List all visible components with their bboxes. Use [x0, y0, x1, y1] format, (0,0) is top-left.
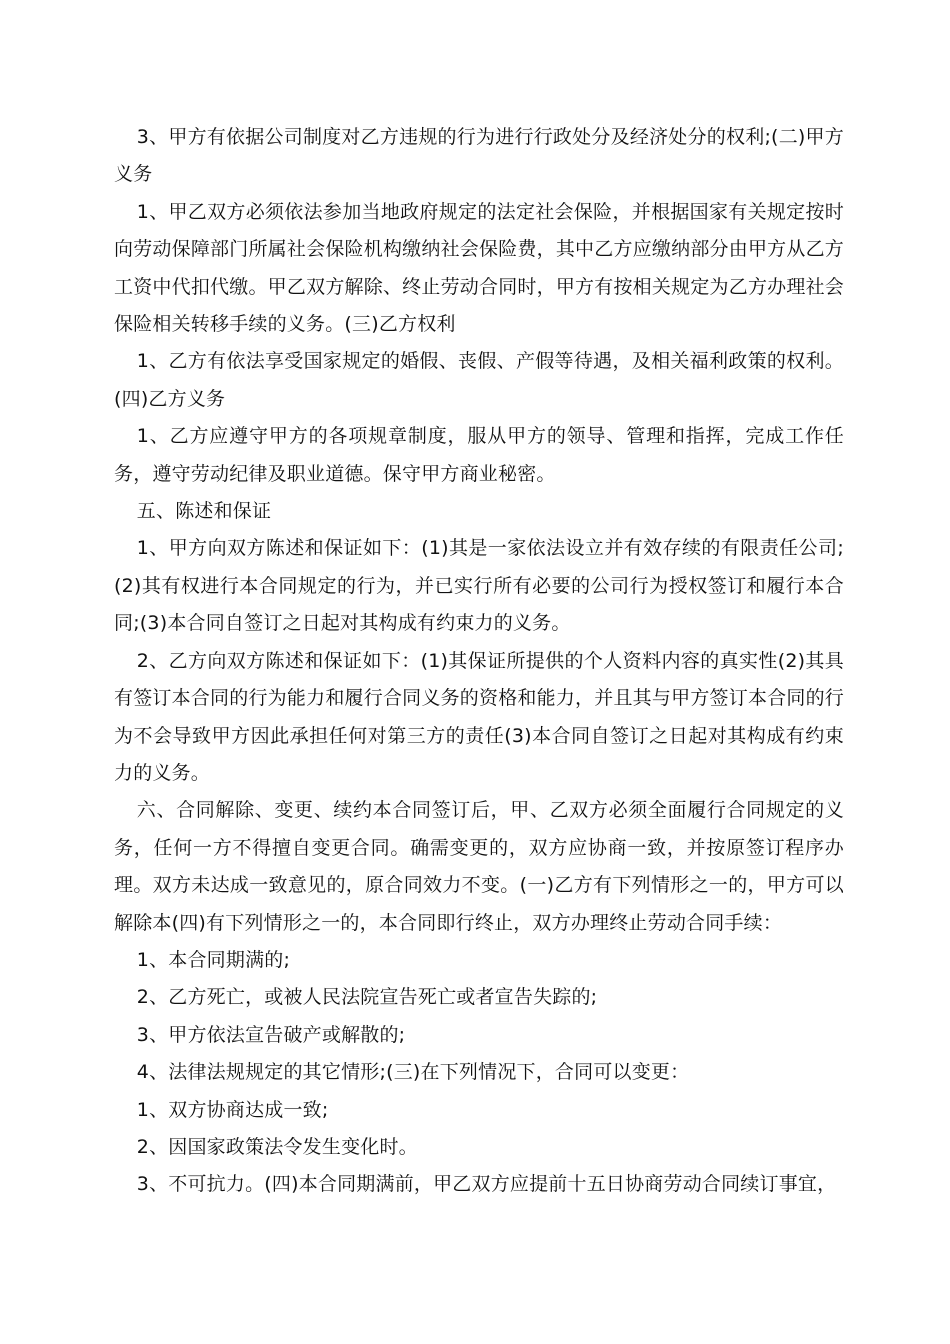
list-item-1: 1、本合同期满的;: [136, 948, 291, 971]
paragraph-2: 1、甲乙双方必须依法参加当地政府规定的法定社会保险，并根据国家有关规定按时向劳动保障部门所属社会保险机构缴纳社会保险费，其中乙方应缴纳部分由甲方从乙方工资中代扣代缴。甲乙双方解除、终止劳动合同时，甲方有按相关规定为乙方办理社会保险相关转移手续的义务。(三)乙方权利: [114, 200, 844, 336]
document-body: [114, 119, 844, 1204]
paragraph-6: 1、甲方向双方陈述和保证如下：(1)其是一家依法设立并有效存续的有限责任公司;(2)其有权进行本合同规定的行为，并已实行所有必要的公司行为授权签订和履行本合同;(3)本合同自签订之日起对其构成有约束力的义务。: [114, 537, 844, 635]
list-item-3: 3、甲方依法宣告破产或解散的;: [136, 1023, 406, 1046]
section-paragraph-6: 六、合同解除、变更、续约本合同签订后，甲、乙双方必须全面履行合同规定的义务，任何一方不得擅自变更合同。确需变更的，双方应协商一致，并按原签订程序办理。双方未达成一致意见的，原合同效力不变。(一)乙方有下列情形之一的，甲方可以解除本(四)有下列情形之一的，本合同即行终止，双方办理终止劳动合同手续：: [114, 799, 844, 934]
list-item-7: 3、不可抗力。(四)本合同期满前，甲乙双方应提前十五日协商劳动合同续订事宜，: [136, 1173, 837, 1196]
paragraph-3: 1、乙方有依法享受国家规定的婚假、丧假、产假等待遇，及相关福利政策的权利。(四)乙方义务: [114, 350, 844, 410]
paragraph-1: 3、甲方有依据公司制度对乙方违规的行为进行行政处分及经济处分的权利;(二)甲方义务: [114, 126, 844, 186]
paragraph-7: 2、乙方向双方陈述和保证如下：(1)其保证所提供的个人资料内容的真实性(2)其具有签订本合同的行为能力和履行合同义务的资格和能力，并且其与甲方签订本合同的行为不会导致甲方因此承担任何对第三方的责任(3)本合同自签订之日起对其构成有约束力的义务。: [114, 649, 844, 784]
list-item-2: 2、乙方死亡，或被人民法院宣告死亡或者宣告失踪的;: [136, 986, 598, 1009]
paragraph-4: 1、乙方应遵守甲方的各项规章制度，服从甲方的领导、管理和指挥，完成工作任务，遵守劳动纪律及职业道德。保守甲方商业秘密。: [114, 425, 844, 485]
list-item-6: 2、因国家政策法令发生变化时。: [136, 1135, 418, 1158]
section-heading-5: 五、陈述和保证: [136, 500, 272, 523]
list-item-5: 1、双方协商达成一致;: [136, 1098, 329, 1121]
list-item-4: 4、法律法规规定的其它情形;(三)在下列情况下，合同可以变更：: [136, 1061, 690, 1084]
